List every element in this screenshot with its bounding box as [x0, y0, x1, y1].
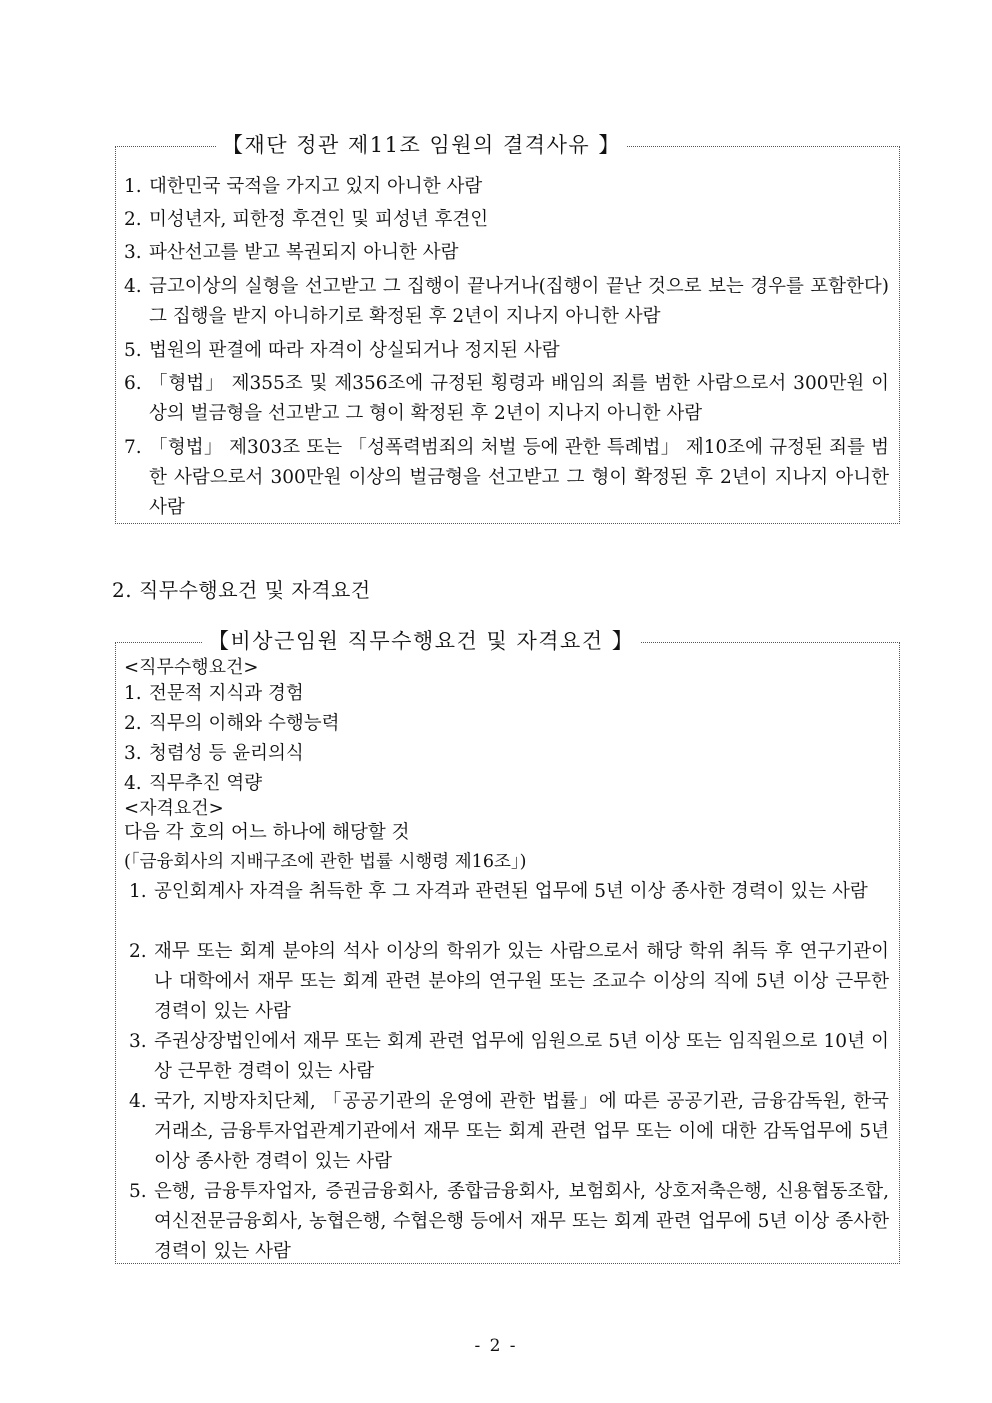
list-item	[129, 877, 889, 907]
item-number: 3.	[124, 743, 142, 764]
item-number: 3.	[124, 242, 142, 263]
list-item	[129, 937, 889, 1027]
item-number: 7.	[124, 437, 142, 458]
item-number: 2.	[129, 941, 147, 962]
item-text: 「형법」 제303조 또는 「성폭력범죄의 처벌 등에 관한 특례법」 제10조에 규정된 죄를 범한 사람으로서 300만원 이상의 벌금형을 선고받고 그 형이 확정된 후 2년이 지나지 아니한 사람	[149, 437, 889, 518]
box-title: 【재단 정관 제11조 임원의 결격사유 】	[216, 129, 627, 161]
item-number: 4.	[129, 1091, 147, 1112]
item-text: 청렴성 등 윤리의식	[149, 743, 304, 764]
list-item	[124, 739, 889, 769]
item-text: 금고이상의 실형을 선고받고 그 집행이 끝나거나(집행이 끝난 것으로 보는 경우를 포함한다)그 집행을 받지 아니하기로 확정된 후 2년이 지나지 아니한 사람	[149, 276, 889, 327]
item-number: 6.	[124, 373, 142, 394]
item-number: 4.	[124, 773, 142, 794]
item-text: 법원의 판결에 따라 자격이 상실되거나 정지된 사람	[149, 340, 560, 361]
item-number: 3.	[129, 1031, 147, 1052]
list-item	[129, 1177, 889, 1267]
qualification-heading: <자격요건>	[124, 798, 224, 819]
list-item	[124, 172, 889, 202]
list-item	[124, 769, 889, 799]
disqualification-box	[115, 133, 900, 524]
item-number: 5.	[129, 1181, 147, 1202]
item-number: 5.	[124, 340, 142, 361]
list-item	[129, 1087, 889, 1177]
item-number: 1.	[129, 881, 147, 902]
item-text: 미성년자, 피한정 후견인 및 피성년 후견인	[149, 209, 489, 230]
requirements-box	[115, 629, 900, 1264]
item-text: 직무추진 역량	[149, 773, 263, 794]
list-item	[124, 205, 889, 235]
item-number: 4.	[124, 276, 142, 297]
duty-heading: <직무수행요건>	[124, 657, 259, 678]
list-item	[129, 1027, 889, 1087]
page-number: - 2 -	[474, 1336, 518, 1356]
qualification-intro: 다음 각 호의 어느 하나에 해당할 것	[124, 822, 410, 843]
section-heading: 2. 직무수행요건 및 자격요건	[112, 578, 371, 602]
item-text: 파산선고를 받고 복권되지 아니한 사람	[149, 242, 459, 263]
box-title: 【비상근임원 직무수행요건 및 자격요건 】	[202, 625, 640, 657]
item-number: 2.	[124, 209, 142, 230]
list-item	[124, 679, 889, 709]
item-number: 1.	[124, 176, 142, 197]
list-item	[124, 433, 889, 523]
list-item	[124, 709, 889, 739]
item-number: 1.	[124, 683, 142, 704]
item-text: 대한민국 국적을 가지고 있지 아니한 사람	[149, 176, 483, 197]
item-text: 국가, 지방자치단체, 「공공기관의 운영에 관한 법률」에 따른 공공기관, 금융감독원, 한국거래소, 금융투자업관계기관에서 재무 또는 회계 관련 업무 또는 이에 대한 감독업무에 5년 이상 종사한 경력이 있는 사람	[154, 1091, 889, 1172]
list-item	[124, 336, 889, 366]
item-text: 전문적 지식과 경험	[149, 683, 304, 704]
list-item	[124, 272, 889, 332]
item-text: 은행, 금융투자업자, 증권금융회사, 종합금융회사, 보험회사, 상호저축은행, 신용협동조합, 여신전문금융회사, 농협은행, 수협은행 등에서 재무 또는 회계 관련 업무에 5년 이상 종사한 경력이 있는 사람	[154, 1181, 889, 1262]
list-item	[124, 369, 889, 429]
item-text: 공인회계사 자격을 취득한 후 그 자격과 관련된 업무에 5년 이상 종사한 경력이 있는 사람	[154, 881, 868, 902]
item-text: 「형법」 제355조 및 제356조에 규정된 횡령과 배임의 죄를 범한 사람으로서 300만원 이상의 벌금형을 선고받고 그 형이 확정된 후 2년이 지나지 아니한 사람	[149, 373, 889, 424]
item-number: 2.	[124, 713, 142, 734]
qualification-source: (「금융회사의 지배구조에 관한 법률 시행령 제16조」)	[124, 852, 527, 872]
item-text: 재무 또는 회계 분야의 석사 이상의 학위가 있는 사람으로서 해당 학위 취득 후 연구기관이나 대학에서 재무 또는 회계 관련 분야의 연구원 또는 조교수 이상의 직에 5년 이상 근무한 경력이 있는 사람	[154, 941, 889, 1022]
item-text: 주권상장법인에서 재무 또는 회계 관련 업무에 임원으로 5년 이상 또는 임직원으로 10년 이상 근무한 경력이 있는 사람	[154, 1031, 889, 1082]
list-item	[124, 238, 889, 268]
item-text: 직무의 이해와 수행능력	[149, 713, 340, 734]
